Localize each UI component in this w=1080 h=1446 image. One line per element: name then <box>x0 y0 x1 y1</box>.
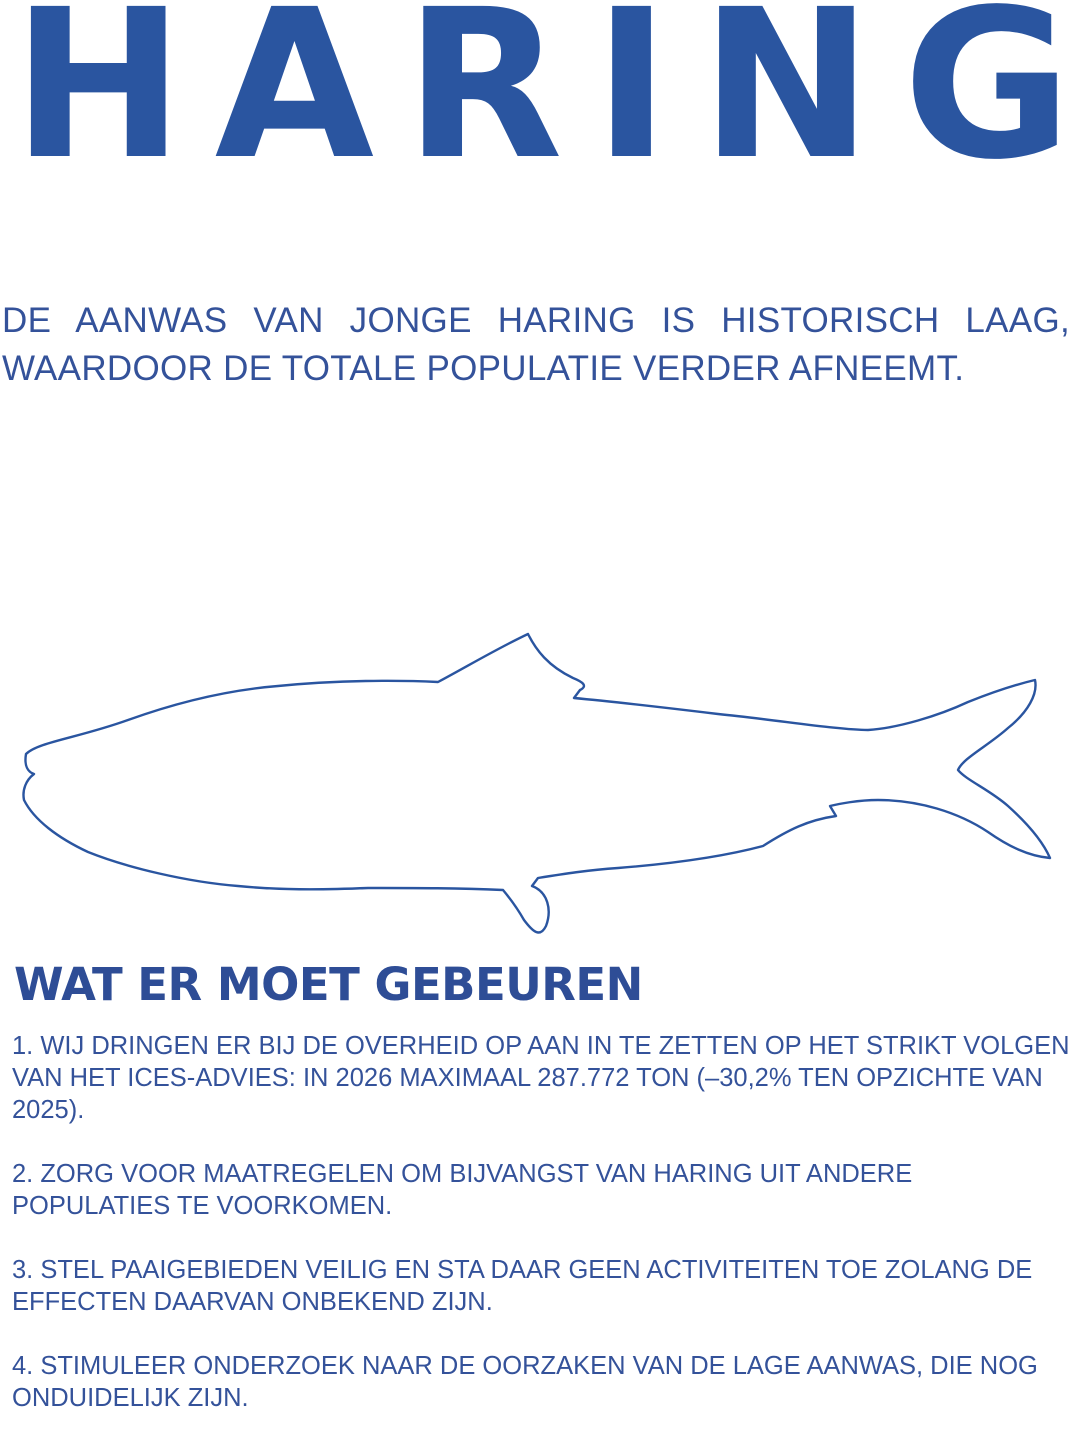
title-letter: G <box>902 0 1072 205</box>
action-list <box>12 1030 1070 1446</box>
title-letter: R <box>404 0 563 205</box>
list-item: 1. WIJ DRINGEN ER BIJ DE OVERHEID OP AAN IN TE ZETTEN OP HET STRIKT VOLGEN VAN HET ICES-ADVIES: IN 2026 MAXIMAAL 287.772 TON (–30,2% TEN OPZICHTE VAN 2025). <box>12 1032 1070 1124</box>
title-letter: I <box>593 0 670 205</box>
title-letter: N <box>700 0 873 205</box>
herring-outline-icon <box>18 620 1063 945</box>
list-item: 4. STIMULEER ONDERZOEK NAAR DE OORZAKEN VAN DE LAGE AANWAS, DIE NOG ONDUIDELIJK ZIJN. <box>12 1352 1038 1412</box>
lead-text: DE AANWAS VAN JONGE HARING IS HISTORISCH LAAG, WAARDOOR DE TOTALE POPULATIE VERDER AFNEEMT. <box>2 301 1070 388</box>
list-item: 3. STEL PAAIGEBIEDEN VEILIG EN STA DAAR GEEN ACTIVITEITEN TOE ZOLANG DE EFFECTEN DAARVAN ONBEKEND ZIJN. <box>12 1256 1033 1316</box>
section-heading: WAT ER MOET GEBEUREN <box>14 958 643 1011</box>
title-letter: A <box>214 0 375 205</box>
list-item: 2. ZORG VOOR MAATREGELEN OM BIJVANGST VAN HARING UIT ANDERE POPULATIES TE VOORKOMEN. <box>12 1160 913 1220</box>
title-letter: H <box>12 0 185 205</box>
page-title <box>0 0 1080 205</box>
